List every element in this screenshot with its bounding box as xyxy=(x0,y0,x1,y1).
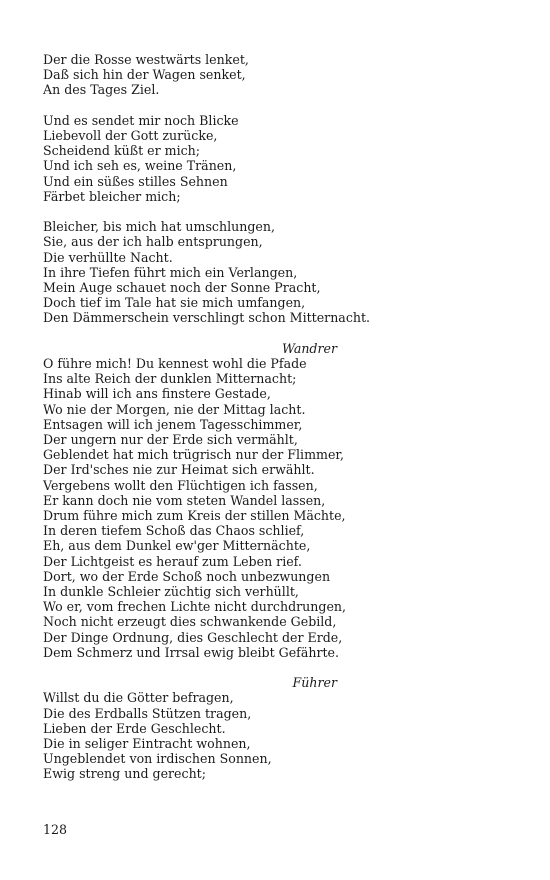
verse-line: Willst du die Götter befragen, xyxy=(43,690,234,706)
verse-line: Er kann doch nie vom steten Wandel lassen, xyxy=(43,492,326,508)
verse-line: Daß sich hin der Wagen senket, xyxy=(43,67,246,83)
verse-line: Dort, wo der Erde Schoß noch unbezwungen xyxy=(43,568,331,584)
verse-line: In ihre Tiefen führt mich ein Verlangen, xyxy=(43,264,298,280)
verse-line: Doch tief im Tale hat sie mich umfangen, xyxy=(43,295,306,311)
verse-line: Noch nicht erzeugt dies schwankende Gebild, xyxy=(43,614,337,630)
verse-line: Der Lichtgeist es herauf zum Leben rief. xyxy=(43,553,302,569)
stanza-wandrer xyxy=(43,341,513,660)
verse-line: Der die Rosse westwärts lenket, xyxy=(43,52,249,67)
stanza-fuehrer xyxy=(43,675,513,781)
verse-line: Geblendet hat mich trügrisch nur der Flimmer, xyxy=(43,447,345,463)
verse-line: Dem Schmerz und Irrsal ewig bleibt Gefährte. xyxy=(43,644,339,660)
stanza-3 xyxy=(43,219,513,325)
stanza-2 xyxy=(43,113,513,204)
stanza-1 xyxy=(43,52,513,98)
verse-line: Lieben der Erde Geschlecht. xyxy=(43,720,226,736)
verse-line: O führe mich! Du kennest wohl die Pfade xyxy=(43,356,307,372)
verse-line: Färbet bleicher mich; xyxy=(43,188,181,204)
verse-line: Der ungern nur der Erde sich vermählt, xyxy=(43,432,298,448)
verse-line: Die des Erdballs Stützen tragen, xyxy=(43,705,252,721)
page-number: 128 xyxy=(43,822,68,837)
verse-line: Eh, aus dem Dunkel ew'ger Mitternächte, xyxy=(43,538,311,554)
verse-line: Entsagen will ich jenem Tagesschimmer, xyxy=(43,416,303,432)
verse-line: Die in seliger Eintracht wohnen, xyxy=(43,736,251,752)
verse-line: An des Tages Ziel. xyxy=(43,82,160,98)
verse-line: Wo nie der Morgen, nie der Mittag lacht. xyxy=(43,401,306,417)
verse-line: Mein Auge schauet noch der Sonne Pracht, xyxy=(43,280,321,296)
verse-line: Hinab will ich ans finstere Gestade, xyxy=(43,386,271,402)
verse-line: Scheidend küßt er mich; xyxy=(43,143,201,159)
verse-line: Der Ird'sches nie zur Heimat sich erwählt. xyxy=(43,462,315,478)
verse-line: In dunkle Schleier züchtig sich verhüllt, xyxy=(43,584,299,600)
verse-line: Und es sendet mir noch Blicke xyxy=(43,112,239,128)
verse-line: Der Dinge Ordnung, dies Geschlecht der Erde, xyxy=(43,629,343,645)
verse-line: Ungeblendet von irdischen Sonnen, xyxy=(43,751,272,767)
verse-line: Liebevoll der Gott zurücke, xyxy=(43,128,218,143)
verse-line: Ewig streng und gerecht; xyxy=(43,766,206,782)
verse-line: Sie, aus der ich halb entsprungen, xyxy=(43,234,263,250)
verse-line: Und ich seh es, weine Tränen, xyxy=(43,158,237,174)
speaker-label: Wandrer xyxy=(281,340,337,356)
verse-line: Drum führe mich zum Kreis der stillen Mächte, xyxy=(43,508,346,524)
speaker-label: Führer xyxy=(292,675,337,691)
verse-line: In deren tiefem Schoß das Chaos schlief, xyxy=(43,523,305,539)
poem-text xyxy=(43,52,513,797)
verse-line: Ins alte Reich der dunklen Mitternacht; xyxy=(43,371,297,387)
verse-line: Und ein süßes stilles Sehnen xyxy=(43,173,228,189)
verse-line: Die verhüllte Nacht. xyxy=(43,249,173,265)
verse-line: Bleicher, bis mich hat umschlungen, xyxy=(43,219,275,235)
verse-line: Wo er, vom frechen Lichte nicht durchdrungen, xyxy=(43,599,347,615)
verse-line: Vergebens wollt den Flüchtigen ich fassen, xyxy=(43,477,318,493)
verse-line: Den Dämmerschein verschlingt schon Mitternacht. xyxy=(43,310,371,326)
